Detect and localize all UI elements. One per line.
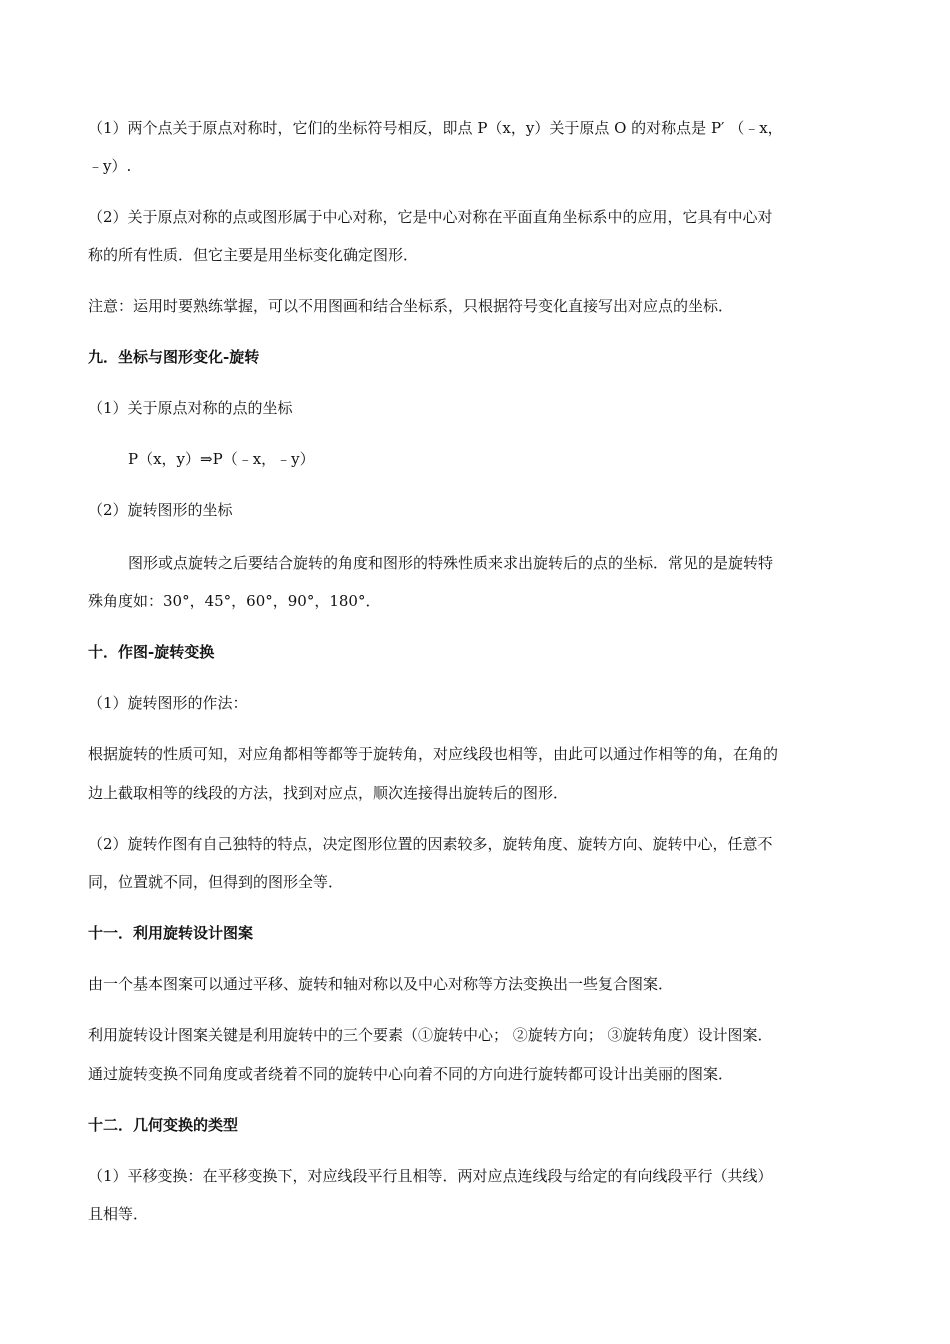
formula-line: P（x，y）⇒P（﹣x，﹣y）: [128, 450, 315, 468]
paragraph-line: 由一个基本图案可以通过平移、旋转和轴对称以及中心对称等方法变换出一些复合图案．: [88, 975, 674, 993]
section-heading: 九．坐标与图形变化-旋转: [88, 348, 260, 366]
paragraph-line: 根据旋转的性质可知，对应角都相等都等于旋转角，对应线段也相等，由此可以通过作相等的角，在角的: [88, 745, 779, 763]
section-heading: 十．作图-旋转变换: [88, 643, 215, 661]
paragraph-line: （2）关于原点对称的点或图形属于中心对称，它是中心对称在平面直角坐标系中的应用，它具有中心对: [88, 208, 773, 226]
section-heading: 十二．几何变换的类型: [88, 1116, 239, 1134]
paragraph-line: 称的所有性质．但它主要是用坐标变化确定图形．: [88, 246, 419, 264]
section-heading: 十一．利用旋转设计图案: [88, 924, 254, 942]
paragraph-line: 同，位置就不同，但得到的图形全等．: [88, 873, 344, 891]
paragraph-line: （1）旋转图形的作法：: [88, 694, 248, 712]
paragraph-line: 利用旋转设计图案关键是利用旋转中的三个要素（①旋转中心； ②旋转方向； ③旋转角度）设计图案．: [88, 1026, 773, 1044]
paragraph-line: （1）两个点关于原点对称时，它们的坐标符号相反，即点 P（x，y）关于原点 O 的对称点是 P′ （﹣x，: [88, 119, 783, 137]
paragraph-line: ﹣y）.: [88, 157, 132, 175]
paragraph-line: （1）平移变换：在平移变换下，对应线段平行且相等．两对应点连线段与给定的有向线段平行（共线）: [88, 1167, 773, 1185]
paragraph-line: （2）旋转作图有自己独特的特点，决定图形位置的因素较多，旋转角度、旋转方向、旋转中心，任意不: [88, 835, 773, 853]
paragraph-line: 且相等．: [88, 1205, 149, 1223]
paragraph-line: 殊角度如：30°，45°，60°，90°，180°．: [88, 592, 381, 610]
paragraph-line: 注意：运用时要熟练掌握，可以不用图画和结合坐标系，只根据符号变化直接写出对应点的坐标．: [88, 297, 734, 315]
paragraph-line: （1）关于原点对称的点的坐标: [88, 399, 293, 417]
paragraph-line: 通过旋转变换不同角度或者绕着不同的旋转中心向着不同的方向进行旋转都可设计出美丽的图案．: [88, 1065, 734, 1083]
paragraph-line: 边上截取相等的线段的方法，找到对应点，顺次连接得出旋转后的图形．: [88, 784, 569, 802]
paragraph-line: （2）旋转图形的坐标: [88, 501, 233, 519]
paragraph-line: 图形或点旋转之后要结合旋转的角度和图形的特殊性质来求出旋转后的点的坐标．常见的是旋转特: [128, 554, 774, 572]
